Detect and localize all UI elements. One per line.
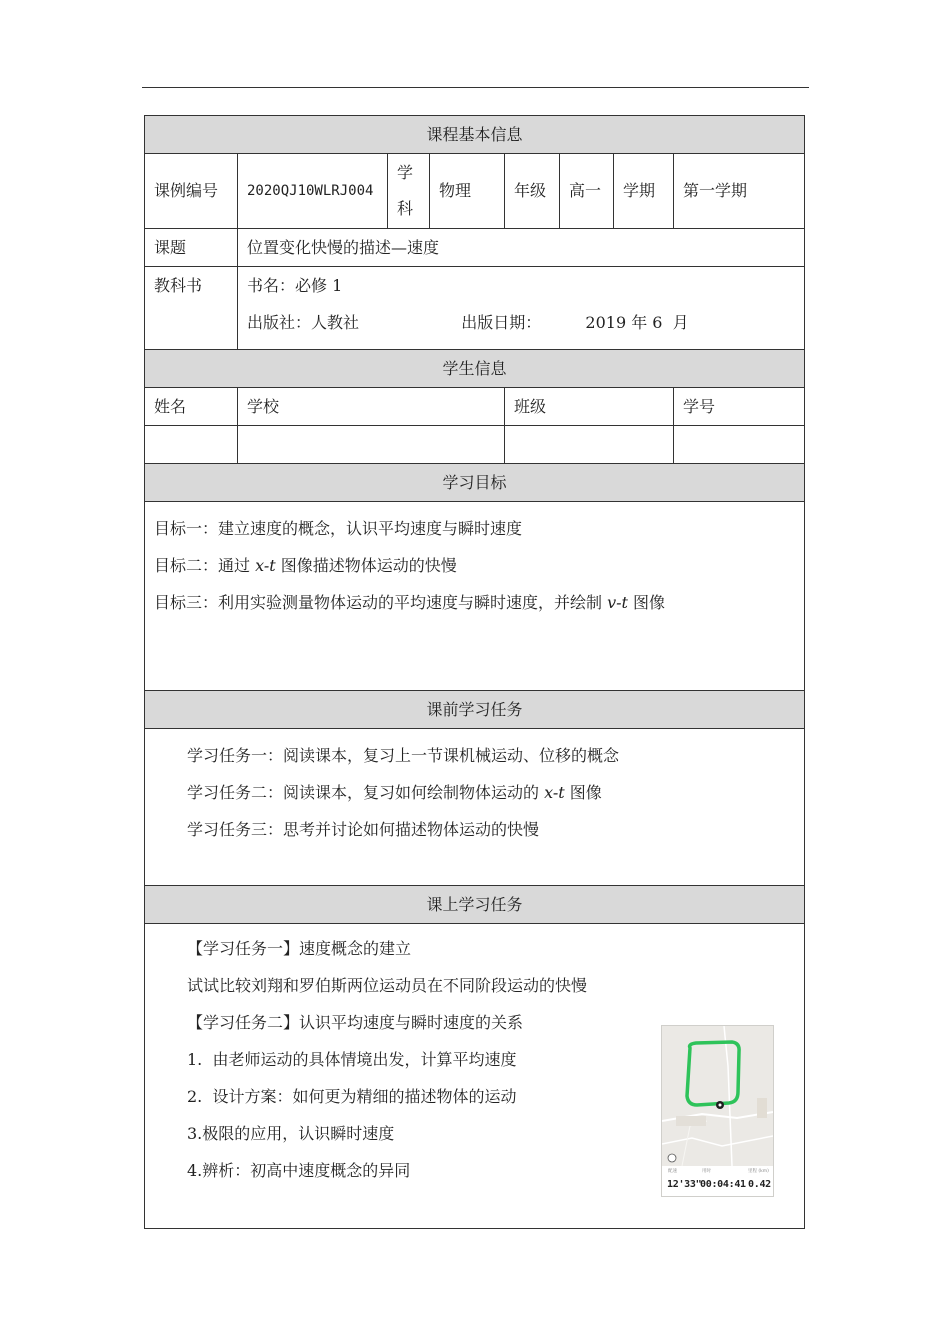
- in-class-inner: [187, 930, 795, 1228]
- goals-content: [145, 502, 805, 691]
- pre-tasks-header: 课前学习任务: [145, 691, 805, 729]
- student-info-header: 学生信息: [145, 350, 805, 388]
- goal-2: [154, 547, 795, 584]
- student-name-field[interactable]: [145, 426, 238, 464]
- pace-value: 12'33": [667, 1179, 702, 1190]
- publish-date-label: 出版日期：: [461, 313, 542, 332]
- student-id-field[interactable]: [674, 426, 805, 464]
- pace-label: 配速: [668, 1169, 677, 1174]
- subject-label-text: 学科: [397, 163, 414, 218]
- pre-tasks-content: [145, 729, 805, 886]
- time-value: 00:04:41: [700, 1179, 746, 1190]
- in-class-content: [145, 924, 805, 1229]
- pre-task-1: 学习任务一：阅读课本，复习上一节课机械运动、位移的概念: [187, 746, 620, 765]
- course-info-header: 课程基本信息: [145, 116, 805, 154]
- subject-value: 物理: [430, 154, 505, 229]
- student-school-field[interactable]: [238, 426, 505, 464]
- topic-label: 课题: [145, 229, 238, 267]
- pre-task-2-var: x-t: [544, 783, 565, 802]
- in-class-line-5: 2. 设计方案：如何更为精细的描述物体的运动: [187, 1087, 517, 1106]
- in-class-line-3: 【学习任务二】认识平均速度与瞬时速度的关系: [187, 1013, 524, 1032]
- student-class-field[interactable]: [505, 426, 674, 464]
- goal-2-suffix: 图像描述物体运动的快慢: [275, 556, 457, 575]
- running-app-screenshot: [661, 1025, 774, 1197]
- in-class-line-7: 4.辨析：初高中速度概念的异同: [187, 1161, 411, 1180]
- student-school-label: 学校: [238, 388, 505, 426]
- goals-header: 学习目标: [145, 464, 805, 502]
- in-class-line-4: 1. 由老师运动的具体情境出发，计算平均速度: [187, 1050, 517, 1069]
- goal-2-prefix: 目标二：通过: [154, 556, 256, 575]
- student-id-label: 学号: [674, 388, 805, 426]
- in-class-line-2: 试试比较刘翔和罗伯斯两位运动员在不同阶段运动的快慢: [187, 976, 588, 995]
- run-stats-bar: [662, 1166, 773, 1196]
- publisher: 出版社：人教社: [247, 313, 360, 332]
- running-map: [662, 1026, 773, 1166]
- in-class-line-6: 3.极限的应用，认识瞬时速度: [187, 1124, 395, 1143]
- lesson-form-table: [144, 115, 805, 1229]
- grade-label: 年级: [505, 154, 560, 229]
- term-value: 第一学期: [674, 154, 805, 229]
- distance-value: 0.42: [748, 1179, 771, 1190]
- goal-3: [154, 584, 795, 621]
- in-class-header: 课上学习任务: [145, 886, 805, 924]
- publisher-line: [247, 304, 795, 341]
- student-name-label: 姓名: [145, 388, 238, 426]
- book-name: 书名：必修 1: [247, 276, 343, 295]
- goal-2-var: x-t: [255, 556, 276, 575]
- locate-me-icon[interactable]: [668, 1154, 676, 1162]
- term-label: 学期: [614, 154, 674, 229]
- course-code-value: 2020QJ10WLRJ004: [238, 154, 388, 229]
- pre-task-2-prefix: 学习任务二：阅读课本，复习如何绘制物体运动的: [187, 783, 545, 802]
- publish-date-value: 2019 年 6 月: [585, 313, 689, 332]
- pre-task-3: 学习任务三：思考并讨论如何描述物体运动的快慢: [187, 820, 540, 839]
- pre-task-2-suffix: 图像: [564, 783, 602, 802]
- subject-label: [388, 154, 430, 229]
- topic-value: 位置变化快慢的描述—速度: [238, 229, 805, 267]
- goal-1: 目标一：建立速度的概念，认识平均速度与瞬时速度: [154, 519, 523, 538]
- textbook-label: 教科书: [145, 267, 238, 350]
- goal-3-prefix: 目标三：利用实验测量物体运动的平均速度与瞬时速度，并绘制: [154, 593, 608, 612]
- header-rule: [142, 87, 809, 88]
- time-label: 用时: [702, 1169, 711, 1174]
- goal-3-suffix: 图像: [627, 593, 666, 612]
- student-class-label: 班级: [505, 388, 674, 426]
- grade-value: 高一: [560, 154, 614, 229]
- pre-task-2: [187, 774, 795, 811]
- goal-3-var: v-t: [607, 593, 628, 612]
- course-code-label: 课例编号: [145, 154, 238, 229]
- textbook-details: [238, 267, 805, 350]
- distance-label: 里程 (km): [748, 1169, 769, 1174]
- in-class-line-1: 【学习任务一】速度概念的建立: [187, 939, 412, 958]
